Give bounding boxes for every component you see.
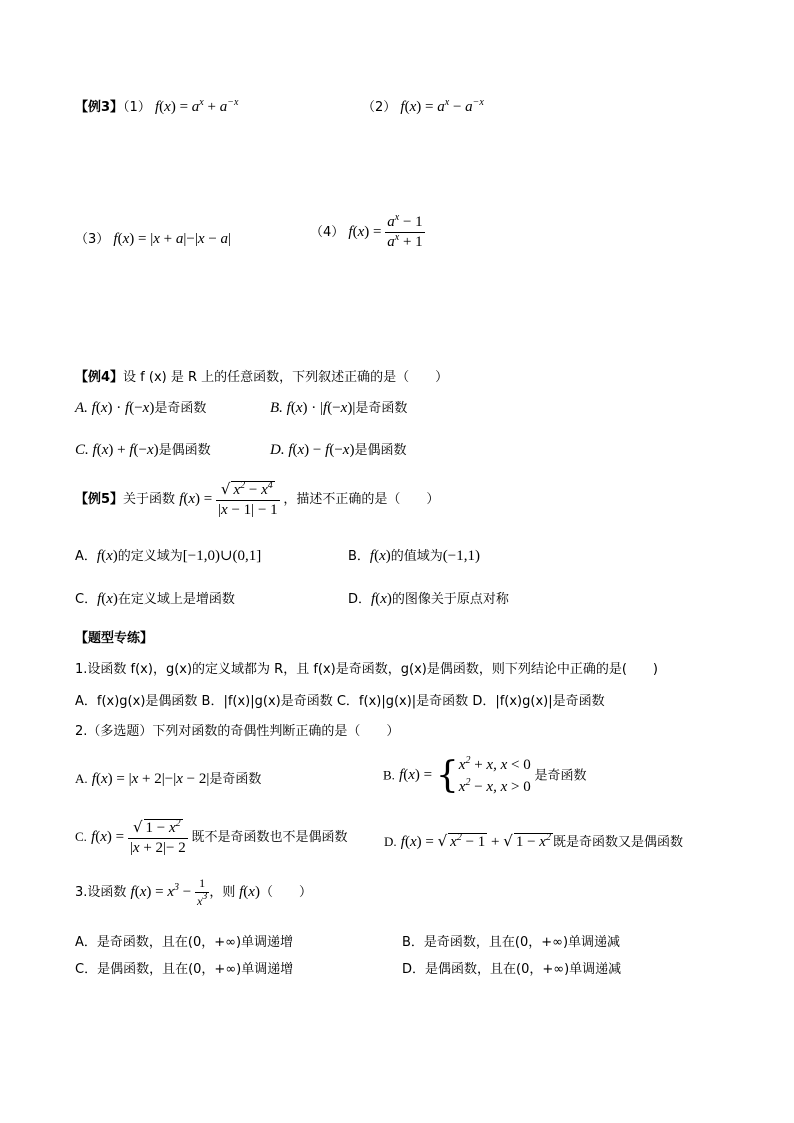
example-3-label: 【例3】 xyxy=(75,100,124,115)
q3-option-a: A．是奇函数，且在(0，+∞)单调递增 xyxy=(75,935,294,950)
option-c-text: 是偶函数 xyxy=(158,443,211,458)
q2-d-text: 既是奇函数又是偶函数 xyxy=(552,835,683,850)
q2-b-text: 是奇函数 xyxy=(534,768,587,784)
option-c-formula: C. f(x) + f(−x) xyxy=(75,442,159,458)
example-3-part-4 xyxy=(310,214,425,251)
q3-stem xyxy=(75,876,312,909)
option-b-text: 的值域为 xyxy=(390,549,443,564)
example-5-formula: f(x) = $\frac{√ x^2 - x^4}{|x - 1| - 1}$ xyxy=(179,480,278,518)
q2-a-formula: f(x) = |x + 2|−|x − 2| xyxy=(91,771,210,787)
formula-3: f(x) = |x + a|−|x − a| xyxy=(113,231,232,247)
example-5-option-b xyxy=(348,545,480,565)
option-d-text: 的图像关于原点对称 xyxy=(391,592,509,607)
q2-option-b: B. f(x) = { $x^2 + x$, x < 0 $x^2 - x$, x > 0 是奇函数 xyxy=(383,755,587,796)
formula-2: $f(x) = a^x - a^{-x}$ xyxy=(400,97,484,115)
option-b-text: 是奇函数 xyxy=(355,401,408,416)
example-4-question: 设 f (x) 是 R 上的任意函数，下列叙述正确的是（ ） xyxy=(123,370,449,385)
example-4-option-a xyxy=(75,397,206,417)
q2-stem: 2.（多选题）下列对函数的奇偶性判断正确的是（ ） xyxy=(75,724,400,739)
part-1-number: （1） xyxy=(123,100,151,115)
practice-heading: 【题型专练】 xyxy=(75,631,154,646)
option-d-formula: D. f(x) − f(−x) xyxy=(270,442,355,458)
option-a-formula: A. f(x) · f(−x) xyxy=(75,400,155,416)
q3-option-d: D．是偶函数，且在(0，+∞)单调递减 xyxy=(402,962,622,977)
q2-c-formula: f(x) = $\frac{√ 1 - x^2}{|x + 2|- 2}$ xyxy=(91,818,186,856)
example-5-label: 【例5】 xyxy=(75,491,124,507)
q2-option-a: A. f(x) = |x + 2|−|x − 2|是奇函数 xyxy=(75,771,262,787)
option-c-fx: f(x) xyxy=(97,591,118,607)
q2-a-text: 是奇函数 xyxy=(209,772,262,787)
part-4-number: （4） xyxy=(310,224,345,240)
option-b-fx: f(x) xyxy=(369,548,391,564)
option-a-fx: f(x) xyxy=(96,548,118,564)
option-d-text: 是偶函数 xyxy=(354,443,407,458)
option-a-text: 是奇函数 xyxy=(154,401,207,416)
option-a-letter: A． xyxy=(75,549,97,564)
q1-stem: 1.设函数 f(x)，g(x)的定义域都为 R，且 f(x)是奇函数，g(x)是偶函数，则下列结论中正确的是( ) xyxy=(75,662,658,677)
part-3-number: （3） xyxy=(75,232,110,247)
option-a-domain: [−1,0)∪(0,1] xyxy=(182,548,262,564)
option-b-formula: B. f(x) · |f(−x)| xyxy=(270,400,356,416)
q2-c-text: 既不是奇函数也不是偶函数 xyxy=(191,829,348,845)
q2-option-d: D. f(x) = √ $x^2 - 1$ + √ $1 - x^2$ 既是奇函数又是偶函数 xyxy=(384,832,683,850)
q2-d-formula: f(x) = √ $x^2 - 1$ + √ $1 - x^2$ xyxy=(400,832,551,850)
q2-b-formula: f(x) = { $x^2 + x$, x < 0 $x^2 - x$, x > 0 xyxy=(399,755,531,796)
example-3-part-2 xyxy=(362,96,484,116)
q1-options: A．f(x)g(x)是偶函数 B．|f(x)|g(x)是奇函数 C．f(x)|g(x)|是奇函数 D．|f(x)g(x)|是奇函数 xyxy=(75,694,605,709)
part-2-number: （2） xyxy=(362,100,397,115)
example-4-stem xyxy=(75,366,448,385)
example-4-option-c xyxy=(75,439,211,459)
example-4-label: 【例4】 xyxy=(75,370,124,385)
option-d-letter: D． xyxy=(348,592,372,607)
formula-4: f(x) = $\frac{a^x - 1}{a^x + 1}$ xyxy=(348,212,423,250)
example-5-stem xyxy=(75,480,439,519)
q3-stem-pre: 3.设函数 xyxy=(75,884,127,900)
example-5-option-c xyxy=(75,588,235,608)
example-4-option-d xyxy=(270,439,406,459)
example-4-option-b xyxy=(270,397,407,417)
q2-option-c: C. f(x) = $\frac{√ 1 - x^2}{|x + 2|- 2}$ 既不是奇函数也不是偶函数 xyxy=(75,818,348,856)
q3-option-b: B．是奇函数，且在(0，+∞)单调递减 xyxy=(402,935,621,950)
option-c-text: 在定义域上是增函数 xyxy=(117,592,235,607)
example-5-option-d xyxy=(348,588,509,608)
q3-option-c: C．是偶函数，且在(0，+∞)单调递增 xyxy=(75,962,294,977)
example-3-part-3 xyxy=(75,228,231,248)
option-c-letter: C． xyxy=(75,592,98,607)
example-5-stem-post: ，描述不正确的是（ ） xyxy=(283,491,440,507)
option-d-fx: f(x) xyxy=(371,591,392,607)
q3-stem-post: （ ） xyxy=(259,884,312,900)
example-5-stem-pre: 关于函数 xyxy=(123,491,176,507)
q3-formula: $f(x) = x^3$ − $\frac{1}{x^3}$ ，则 f(x) xyxy=(130,876,260,908)
example-5-option-a xyxy=(75,545,261,565)
option-b-range: (−1,1) xyxy=(442,548,480,564)
option-a-text: 的定义域为 xyxy=(117,549,183,564)
option-b-letter: B． xyxy=(348,549,370,564)
example-3-part-1 xyxy=(75,96,238,116)
formula-1: $f(x) = a^x + a^{-x}$ xyxy=(154,97,239,115)
